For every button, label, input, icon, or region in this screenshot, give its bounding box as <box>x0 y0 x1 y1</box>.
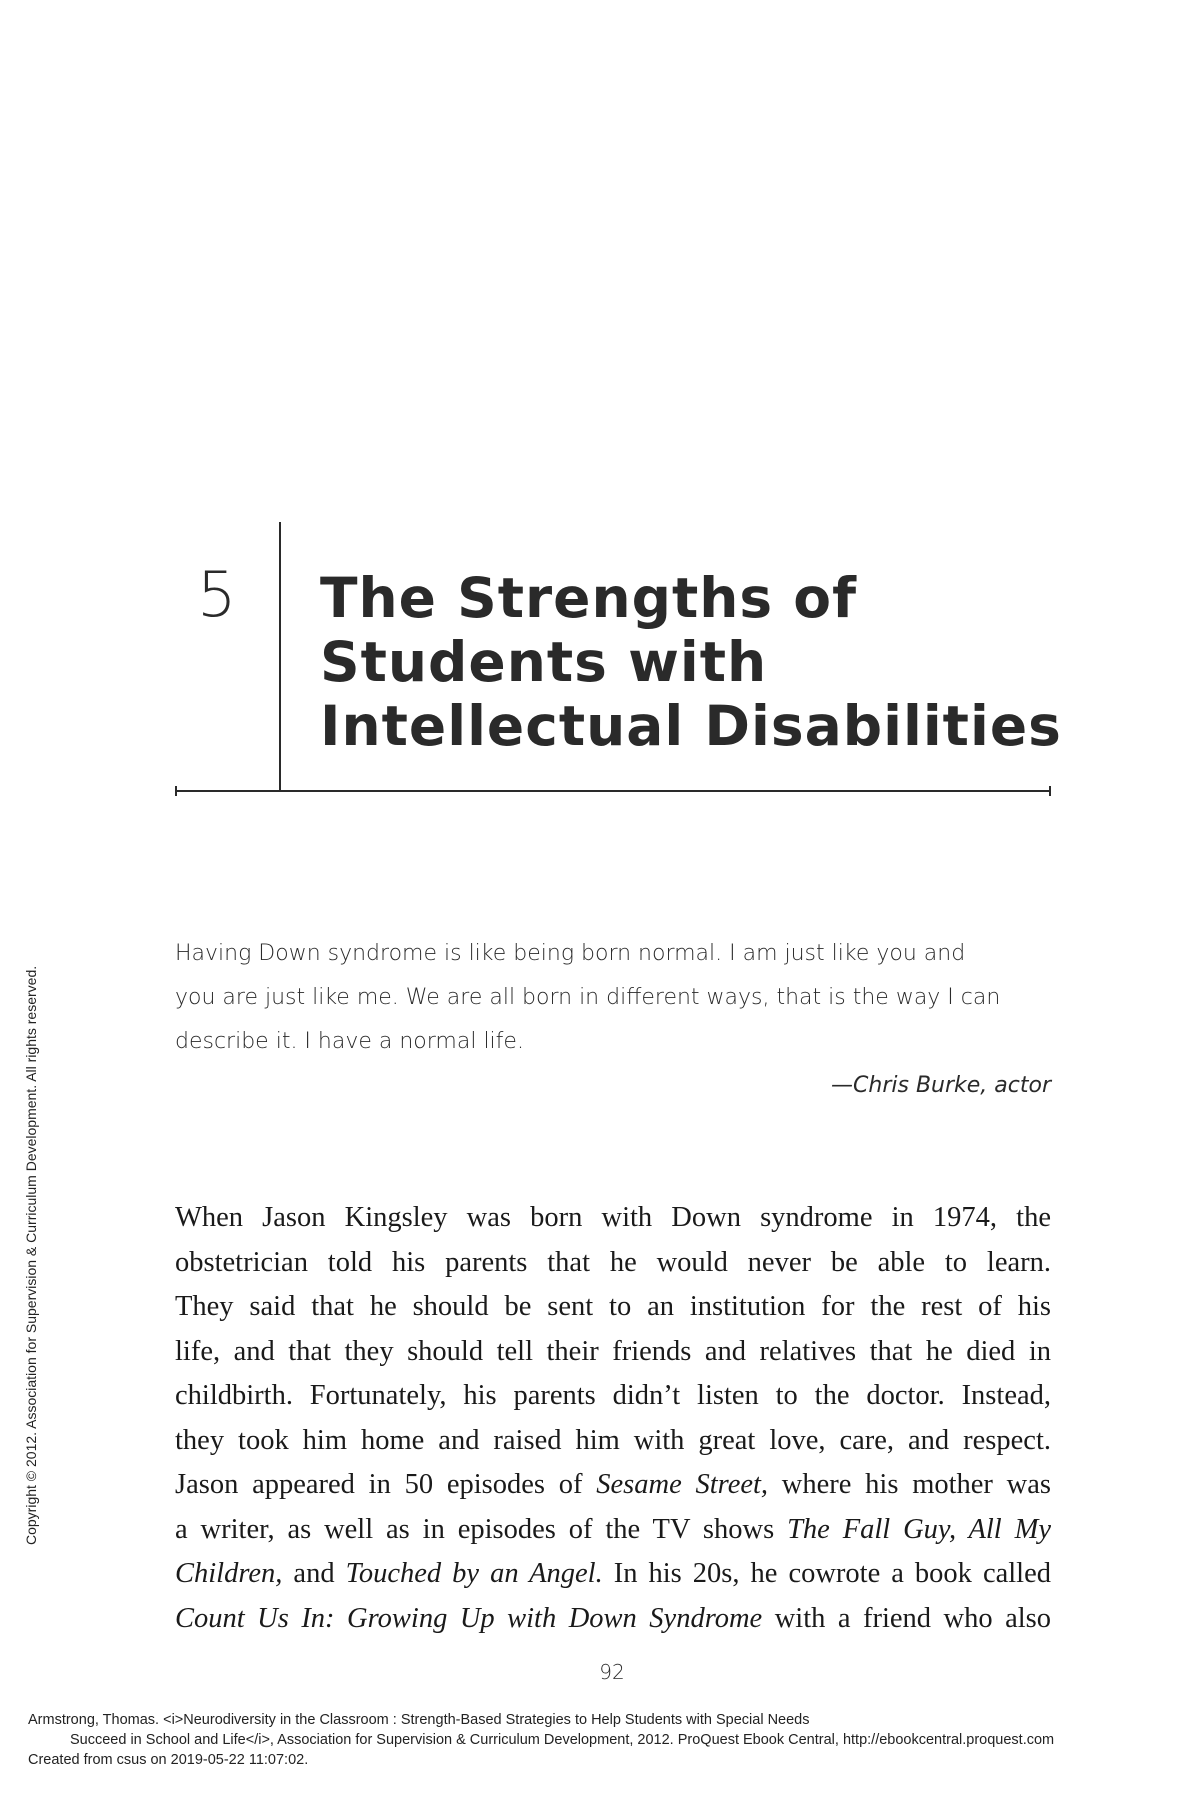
chapter-title <box>320 566 1062 758</box>
body-line <box>175 1552 1051 1597</box>
body-text-run: life, and that they should tell their friends and relatives that he died in <box>175 1335 1051 1367</box>
epigraph-line: Having Down syndrome is like being born normal. I am just like you and <box>175 941 966 966</box>
body-line <box>175 1241 1051 1286</box>
citation-footer <box>28 1710 1198 1770</box>
body-text-run: Jason appeared in 50 episodes of <box>175 1469 597 1500</box>
body-text-run: with a friend who also <box>762 1602 1052 1634</box>
chapter-header <box>175 522 1062 792</box>
body-text-run: When Jason Kingsley was born with Down syndrome in 1974, the <box>175 1202 1051 1233</box>
chapter-title-line: Intellectual Disabilities <box>320 694 1062 758</box>
citation-line: Armstrong, Thomas. <i>Neurodiversity in the Classroom : Strength-Based Strategies to Help Students with Special Needs <box>28 1712 810 1728</box>
citation-line: Succeed in School and Life</i>, Association for Supervision & Curriculum Development, 2012. ProQuest Ebook Central, http://ebookcentral.proquest.com <box>70 1732 1055 1748</box>
body-text-run: childbirth. Fortunately, his parents didn’t listen to the doctor. Instead, <box>175 1380 1051 1411</box>
body-text-run: They said that he should be sent to an institution for the rest of his <box>175 1291 1051 1322</box>
body-italic-run: Touched by an Angel. <box>345 1558 603 1589</box>
chapter-divider-vertical <box>279 522 281 792</box>
body-line <box>175 1597 1051 1642</box>
body-line <box>175 1374 1051 1419</box>
body-italic-run: Children, <box>175 1558 283 1589</box>
body-text-run: In his 20s, he cowrote a book called <box>602 1558 1051 1589</box>
body-text-run: obstetrician told his parents that he would never be able to learn. <box>175 1246 1051 1278</box>
body-line <box>175 1463 1051 1508</box>
body-italic-run: The Fall Guy, All My <box>787 1513 1051 1545</box>
body-text-run: where his mother was <box>768 1469 1051 1500</box>
body-paragraph <box>175 1196 1051 1641</box>
copyright-notice: Copyright © 2012. Association for Supervision & Curriculum Development. All rights reserved. <box>23 965 39 1545</box>
body-italic-run: Sesame Street, <box>596 1469 769 1500</box>
chapter-number: 5 <box>197 558 237 631</box>
body-line <box>175 1330 1051 1375</box>
body-text-run: a writer, as well as in episodes of the TV shows <box>175 1513 788 1545</box>
chapter-title-line: The Strengths of <box>320 566 858 630</box>
epigraph-line: you are just like me. We are all born in different ways, that is the way I can <box>175 985 1001 1010</box>
body-line <box>175 1196 1051 1241</box>
body-line <box>175 1419 1051 1464</box>
body-text-run: and <box>282 1558 346 1589</box>
epigraph-attribution: —Chris Burke, actor <box>831 1073 1051 1098</box>
citation-timestamp: Created from csus on 2019-05-22 11:07:02. <box>28 1752 309 1768</box>
chapter-title-line: Students with <box>320 630 768 694</box>
page-number: 92 <box>599 1660 625 1684</box>
body-line <box>175 1508 1051 1553</box>
epigraph-quote <box>175 932 1051 1064</box>
body-line <box>175 1285 1051 1330</box>
body-italic-run: Count Us In: Growing Up with Down Syndrome <box>175 1602 763 1634</box>
epigraph-line: describe it. I have a normal life. <box>175 1029 524 1054</box>
body-text-run: they took him home and raised him with great love, care, and respect. <box>175 1424 1051 1456</box>
chapter-divider-horizontal <box>175 790 1051 792</box>
epigraph <box>175 932 1051 1108</box>
